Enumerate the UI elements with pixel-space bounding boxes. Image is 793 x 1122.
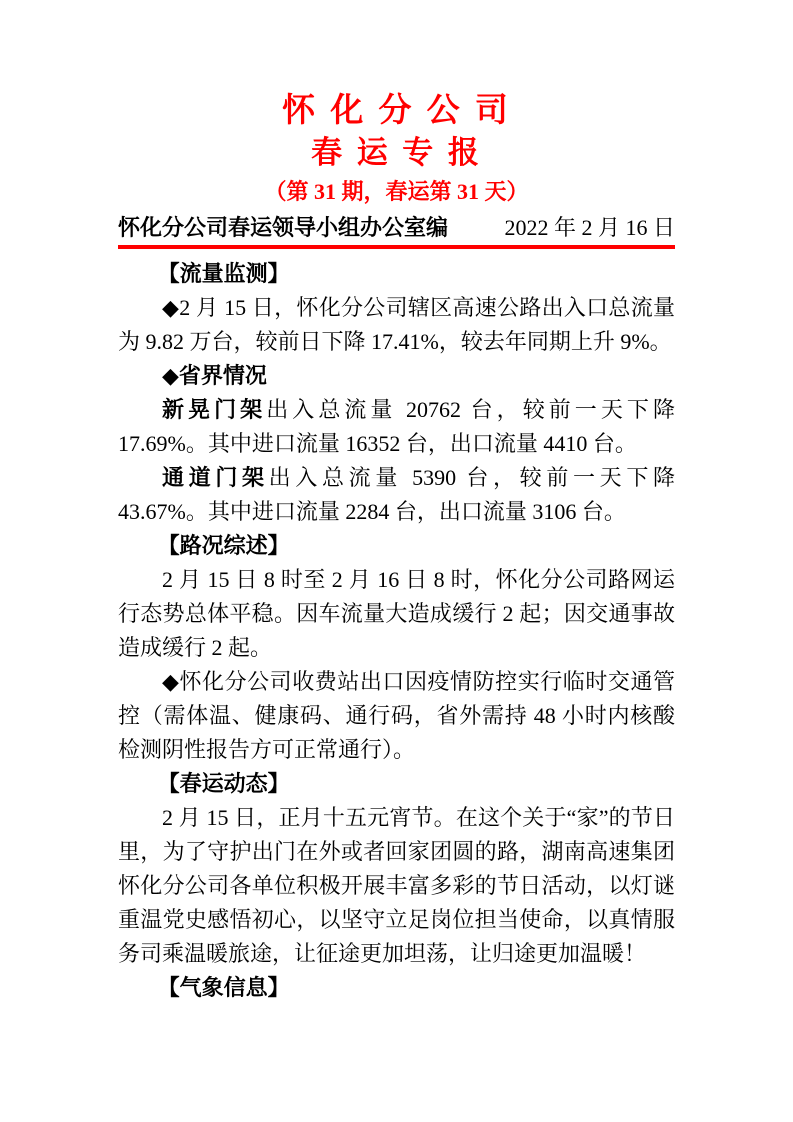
paragraph-text: 出入总流量 5390 台，较前一天下降 43.67%。其中进口流量 2284 台，出口流量 3106 台。: [118, 465, 675, 524]
issue-number-line: （第 31 期，春运第 31 天）: [264, 179, 529, 204]
section-spring-festival-news: [118, 767, 675, 971]
company-title: 怀 化 分 公 司: [282, 91, 511, 128]
gantry-name-xinhuang: 新晃门架: [162, 397, 267, 422]
report-title: 春 运 专 报: [311, 135, 482, 170]
section-weather-info: [118, 971, 675, 1005]
paragraph: [118, 801, 675, 971]
section-traffic-monitoring: [118, 257, 675, 529]
section-heading: 【流量监测】: [157, 261, 290, 286]
report-date: 2022 年 2 月 16 日: [504, 215, 675, 240]
paragraph: [118, 665, 675, 767]
document-body: [118, 257, 675, 1005]
paragraph-text: ◆怀化分公司收费站出口因疫情防控实行临时交通管控（需体温、健康码、通行码，省外需持 48 小时内核酸检测阴性报告方可正常通行）。: [118, 669, 675, 762]
sub-heading-text: ◆省界情况: [162, 363, 267, 388]
section-heading: 【路况综述】: [157, 533, 290, 558]
section-heading: 【气象信息】: [157, 975, 290, 1000]
paragraph-text: 出入总流量 20762 台，较前一天下降 17.69%。其中进口流量 16352 台，出口流量 4410 台。: [118, 397, 675, 456]
red-divider-rule: [118, 245, 675, 249]
sub-heading-border-status: [118, 359, 675, 393]
section-road-conditions: [118, 529, 675, 767]
section-heading: 【春运动态】: [157, 771, 290, 796]
paragraph-text: ◆2 月 15 日，怀化分公司辖区高速公路出入口总流量为 9.82 万台，较前日下降 17.41%，较去年同期上升 9%。: [118, 295, 675, 354]
paragraph-text: 2 月 15 日，正月十五元宵节。在这个关于“家”的节日里，为了守护出门在外或者回家团圆的路，湖南高速集团怀化分公司各单位积极开展丰富多彩的节日活动，以灯谜重温党史感悟初心，以坚守立足岗位担当使命，以真情服务司乘温暖旅途，让征途更加坦荡，让归途更加温暖！: [118, 805, 675, 966]
editor-label: 怀化分公司春运领导小组办公室编: [118, 215, 449, 240]
paragraph: [118, 393, 675, 461]
paragraph-text: 2 月 15 日 8 时至 2 月 16 日 8 时，怀化分公司路网运行态势总体平稳。因车流量大造成缓行 2 起；因交通事故造成缓行 2 起。: [118, 567, 675, 660]
paragraph: [118, 461, 675, 529]
gantry-name-tongdao: 通道门架: [162, 465, 269, 490]
paragraph: [118, 291, 675, 359]
paragraph: [118, 563, 675, 665]
masthead: [118, 88, 675, 207]
editor-date-row: [118, 214, 675, 242]
